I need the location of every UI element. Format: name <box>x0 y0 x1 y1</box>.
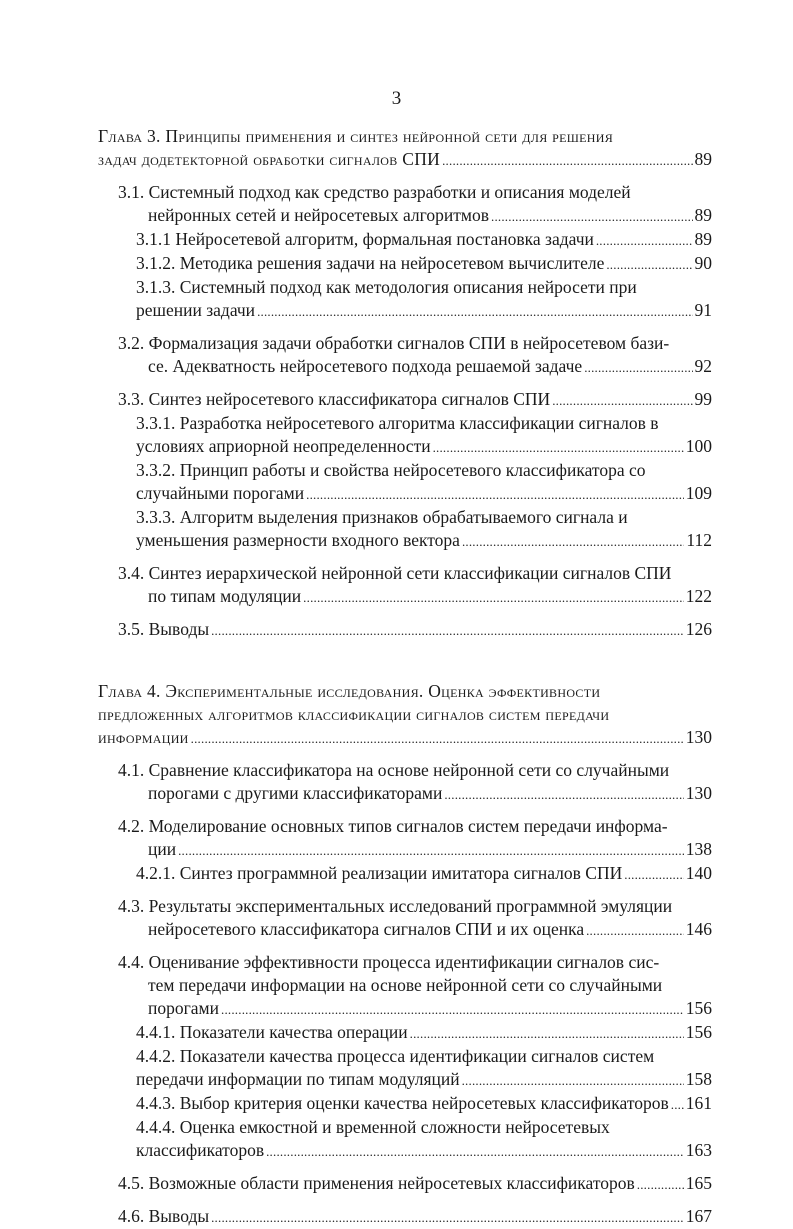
toc-page-number: 112 <box>686 530 712 550</box>
toc-page-number: 130 <box>685 727 712 747</box>
toc-entry-title-cont: нейронных сетей и нейросетевых алгоритмов <box>148 205 489 225</box>
toc-section-4-4-1[interactable] <box>136 1021 712 1045</box>
toc-entry-title: 4.4.3. Выбор критерия оценки качества нейросетевых классификаторов <box>136 1093 669 1113</box>
toc-page-number: 146 <box>685 919 712 939</box>
toc-entry-title: 4.4.2. Показатели качества процесса идентификации сигналов систем <box>136 1046 655 1066</box>
toc-section-4-2-1[interactable] <box>136 862 712 886</box>
toc-page-number: 92 <box>694 356 712 376</box>
toc-entry-title: 3.2. Формализация задачи обработки сигналов СПИ в нейросетевом бази- <box>118 333 670 353</box>
toc-chapter-3-title-cont: задач додетекторной обработки сигналов СПИ <box>98 149 441 169</box>
toc-page-number: 158 <box>685 1069 712 1089</box>
toc-entry-title-cont: классификаторов <box>136 1140 265 1160</box>
toc-section-3-3-2[interactable] <box>136 459 712 506</box>
toc-page-number: 89 <box>694 229 712 249</box>
toc-page-number: 89 <box>694 205 712 225</box>
toc-page-number: 91 <box>694 300 712 320</box>
toc-entry-title: 3.5. Выводы <box>118 619 210 639</box>
toc-section-3-3[interactable] <box>118 388 712 412</box>
toc-section-3-5[interactable] <box>118 618 712 642</box>
toc-entry-title: 4.3. Результаты экспериментальных исследований программной эмуляции <box>118 896 673 916</box>
toc-section-4-3[interactable] <box>118 895 712 942</box>
toc-section-3-1-2[interactable] <box>136 252 712 276</box>
toc-page-number: 90 <box>694 253 712 273</box>
toc-page-number: 165 <box>685 1173 712 1193</box>
toc-chapter-4-title-cont: предложенных алгоритмов классификации сигналов систем передачи <box>98 704 610 724</box>
toc-page-number: 161 <box>685 1093 712 1113</box>
toc-page-number: 122 <box>685 586 712 606</box>
toc-entry-title: 3.1.2. Методика решения задачи на нейросетевом вычислителе <box>136 253 605 273</box>
table-of-contents <box>0 125 793 1229</box>
toc-page-number: 126 <box>685 619 712 639</box>
toc-page-number: 156 <box>685 1022 712 1042</box>
toc-entry-title-cont: порогами с другими классификаторами <box>148 783 443 803</box>
toc-page-number: 99 <box>694 389 712 409</box>
toc-entry-title: 3.1.1 Нейросетевой алгоритм, формальная постановка задачи <box>136 229 594 249</box>
toc-section-4-5[interactable] <box>118 1172 712 1196</box>
toc-entry-title-cont: случайными порогами <box>136 483 305 503</box>
toc-entry-title-cont: передачи информации по типам модуляций <box>136 1069 460 1089</box>
toc-chapter-4-title: Глава 4. Экспериментальные исследования. Оценка эффективности <box>98 681 601 701</box>
toc-entry-title: 3.4. Синтез иерархической нейронной сети классификации сигналов СПИ <box>118 563 672 583</box>
toc-entry-title: 4.2. Моделирование основных типов сигналов систем передачи информа- <box>118 816 668 836</box>
toc-section-3-3-3[interactable] <box>136 506 712 553</box>
toc-chapter-3-title: Глава 3. Принципы применения и синтез нейронной сети для решения <box>98 126 614 146</box>
toc-section-4-6[interactable] <box>118 1205 712 1229</box>
toc-entry-title-cont: ции <box>148 839 177 859</box>
toc-entry-title: 4.5. Возможные области применения нейросетевых классификаторов <box>118 1173 635 1193</box>
toc-entry-title-cont: тем передачи информации на основе нейронной сети со случайными <box>148 975 663 995</box>
toc-entry-title: 4.4.4. Оценка емкостной и временной сложности нейросетевых <box>136 1117 610 1137</box>
toc-entry-title: 4.4. Оценивание эффективности процесса идентификации сигналов сис- <box>118 952 660 972</box>
toc-entry-title: 4.1. Сравнение классификатора на основе нейронной сети со случайными <box>118 760 670 780</box>
toc-section-4-4-2[interactable] <box>136 1045 712 1092</box>
toc-entry-title: 3.3.2. Принцип работы и свойства нейросетевого классификатора со <box>136 460 646 480</box>
toc-section-4-2[interactable] <box>118 815 712 862</box>
toc-entry-title-cont: по типам модуляции <box>148 586 302 606</box>
toc-entry-title-cont: решении задачи <box>136 300 256 320</box>
toc-section-3-3-1[interactable] <box>136 412 712 459</box>
toc-entry-title-cont: нейросетевого классификатора сигналов СПИ и их оценка <box>148 919 585 939</box>
toc-section-3-4[interactable] <box>118 562 712 609</box>
toc-entry-title: 3.1.3. Системный подход как методология описания нейросети при <box>136 277 637 297</box>
toc-entry-title: 3.3.3. Алгоритм выделения признаков обрабатываемого сигнала и <box>136 507 628 527</box>
toc-section-4-4-4[interactable] <box>136 1116 712 1163</box>
toc-chapter-3[interactable] <box>98 125 712 172</box>
toc-page-number: 167 <box>685 1206 712 1226</box>
toc-entry-title: 3.1. Системный подход как средство разработки и описания моделей <box>118 182 631 202</box>
toc-entry-title-cont: уменьшения размерности входного вектора <box>136 530 460 550</box>
toc-page-number: 156 <box>685 998 712 1018</box>
toc-page-number: 100 <box>685 436 712 456</box>
toc-section-4-1[interactable] <box>118 759 712 806</box>
toc-section-3-2[interactable] <box>118 332 712 379</box>
toc-page-number: 130 <box>685 783 712 803</box>
toc-page-number: 163 <box>685 1140 712 1160</box>
page-number: 3 <box>391 88 402 109</box>
toc-section-4-4-3[interactable] <box>136 1092 712 1116</box>
toc-entry-title: 4.4.1. Показатели качества операции <box>136 1022 408 1042</box>
toc-entry-title-end: порогами <box>148 998 219 1018</box>
toc-entry-title: 4.2.1. Синтез программной реализации имитатора сигналов СПИ <box>136 863 623 883</box>
toc-entry-title-cont: се. Адекватность нейросетевого подхода решаемой задаче <box>148 356 583 376</box>
toc-entry-title: 3.3.1. Разработка нейросетевого алгоритма классификации сигналов в <box>136 413 659 433</box>
toc-entry-title: 4.6. Выводы <box>118 1206 210 1226</box>
toc-section-3-1-3[interactable] <box>136 276 712 323</box>
toc-section-3-1-1[interactable] <box>136 228 712 252</box>
toc-section-3-1[interactable] <box>118 181 712 228</box>
toc-chapter-4-title-end: информации <box>98 727 189 747</box>
toc-section-4-4[interactable] <box>118 951 712 1021</box>
toc-page-number: 109 <box>685 483 712 503</box>
toc-entry-title: 3.3. Синтез нейросетевого классификатора сигналов СПИ <box>118 389 551 409</box>
toc-page-number: 89 <box>694 149 712 169</box>
toc-chapter-4[interactable] <box>98 680 712 750</box>
toc-page-number: 140 <box>685 863 712 883</box>
toc-entry-title-cont: условиях априорной неопределенности <box>136 436 431 456</box>
toc-page-number: 138 <box>685 839 712 859</box>
